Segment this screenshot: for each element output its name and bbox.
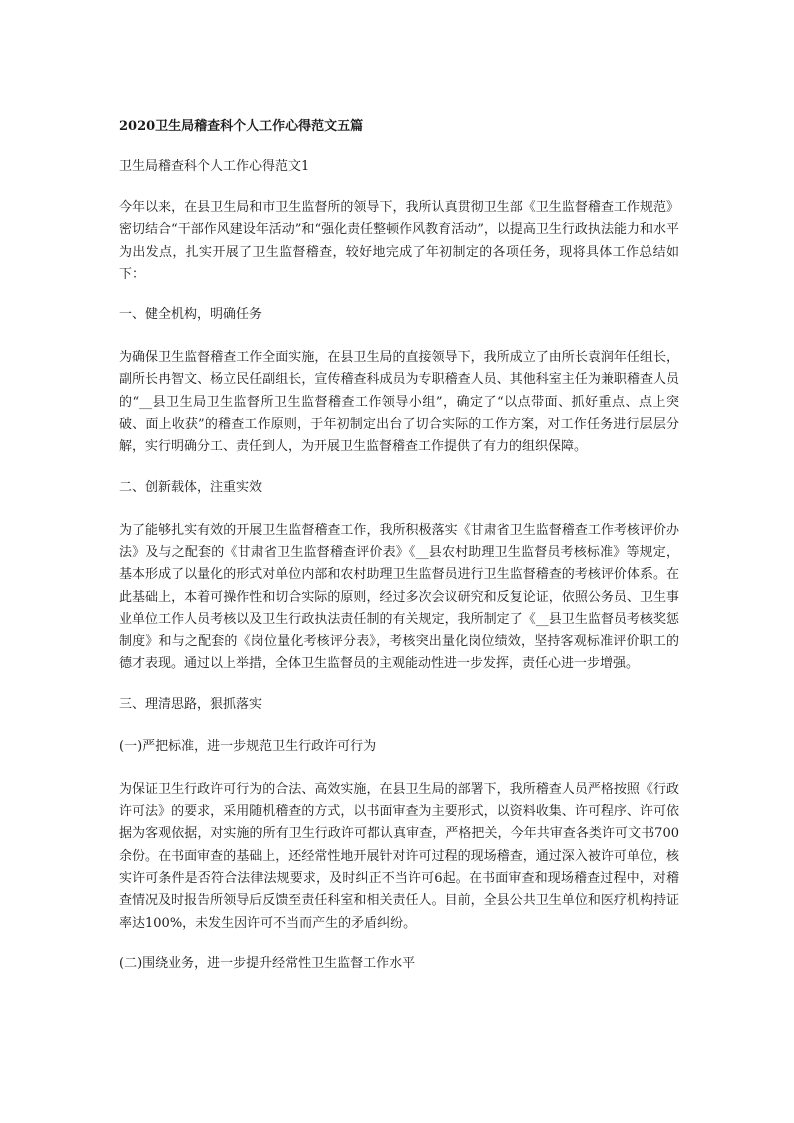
section-1-paragraph: 为确保卫生监督稽查工作全面实施，在县卫生局的直接领导下，我所成立了由所长袁润年任组长，副所长冉智文、杨立民任副组长，宣传稽查科成员为专职稽查人员、其他科室主任为兼职稽查人员的“__县卫生局卫生监督所卫生监督稽查工作领导小组”，确定了“以点带面、抓好重点、点上突破、面上收获”的稽查工作原则，于年初制定出台了切合实际的工作方案，对工作任务进行层层分解，实行明确分工、责任到人，为开展卫生监督稽查工作提供了有力的组织保障。 [119,350,679,455]
section-1-heading: 一、健全机构，明确任务 [119,307,263,323]
section-2-paragraph: 为了能够扎实有效的开展卫生监督稽查工作，我所积极落实《甘肃省卫生监督稽查工作考核评价办法》及与之配套的《甘肃省卫生监督稽查评价表》《__县农村助理卫生监督员考核标准》等规定，基本形成了以量化的形式对单位内部和农村助理卫生监督员进行卫生监督稽查的考核评价体系。在此基础上，本着可操作性和切合实际的原则，经过多次会议研究和反复论证，依照公务员、卫生事业单位工作人员考核以及卫生行政执法责任制的有关规定，我所制定了《__县卫生监督员考核奖惩制度》和与之配套的《岗位量化考核评分表》，考核突出量化岗位绩效，坚持客观标准评价职工的德才表现。通过以上举措，全体卫生监督员的主观能动性进一步发挥，责任心进一步增强。 [119,522,679,672]
intro-paragraph: 今年以来，在县卫生局和市卫生监督所的领导下，我所认真贯彻卫生部《卫生监督稽查工作规范》密切结合“干部作风建设年活动”和“强化责任整顿作风教育活动”，以提高卫生行政执法能力和水平为出发点，扎实开展了卫生监督稽查，较好地完成了年初制定的各项任务，现将具体工作总结如下： [119,200,679,282]
section-3-heading: 三、理清思路，狠抓落实 [119,696,263,712]
subsection-1-heading: (一)严把标准，进一步规范卫生行政许可行为 [119,738,377,754]
article-title: 卫生局稽查科个人工作心得范文1 [119,159,310,174]
subsection-1-paragraph: 为保证卫生行政许可行为的合法、高效实施，在县卫生局的部署下，我所稽查人员严格按照《行政许可法》的要求，采用随机稽查的方式，以书面审查为主要形式，以资料收集、许可程序、许可依据为客观依据，对实施的所有卫生行政许可都认真审查，严格把关，今年共审查各类许可文书700余份。在书面审查的基础上，还经常性地开展针对许可过程的现场稽查，通过深入被许可单位，核实许可条件是否符合法律法规要求，及时纠正不当许可6起。在书面审查和现场稽查过程中，对稽查情况及时报告所领导后反馈至责任科室和相关责任人。目前，全县公共卫生单位和医疗机构持证率达100%，未发生因许可不当而产生的矛盾纠纷。 [119,781,679,931]
document-page [119,117,679,996]
document-title: 2020卫生局稽查科个人工作心得范文五篇 [119,119,364,134]
section-2-heading: 二、创新载体，注重实效 [119,479,263,495]
subsection-2-heading: (二)围绕业务，进一步提升经常性卫生监督工作水平 [119,955,416,971]
